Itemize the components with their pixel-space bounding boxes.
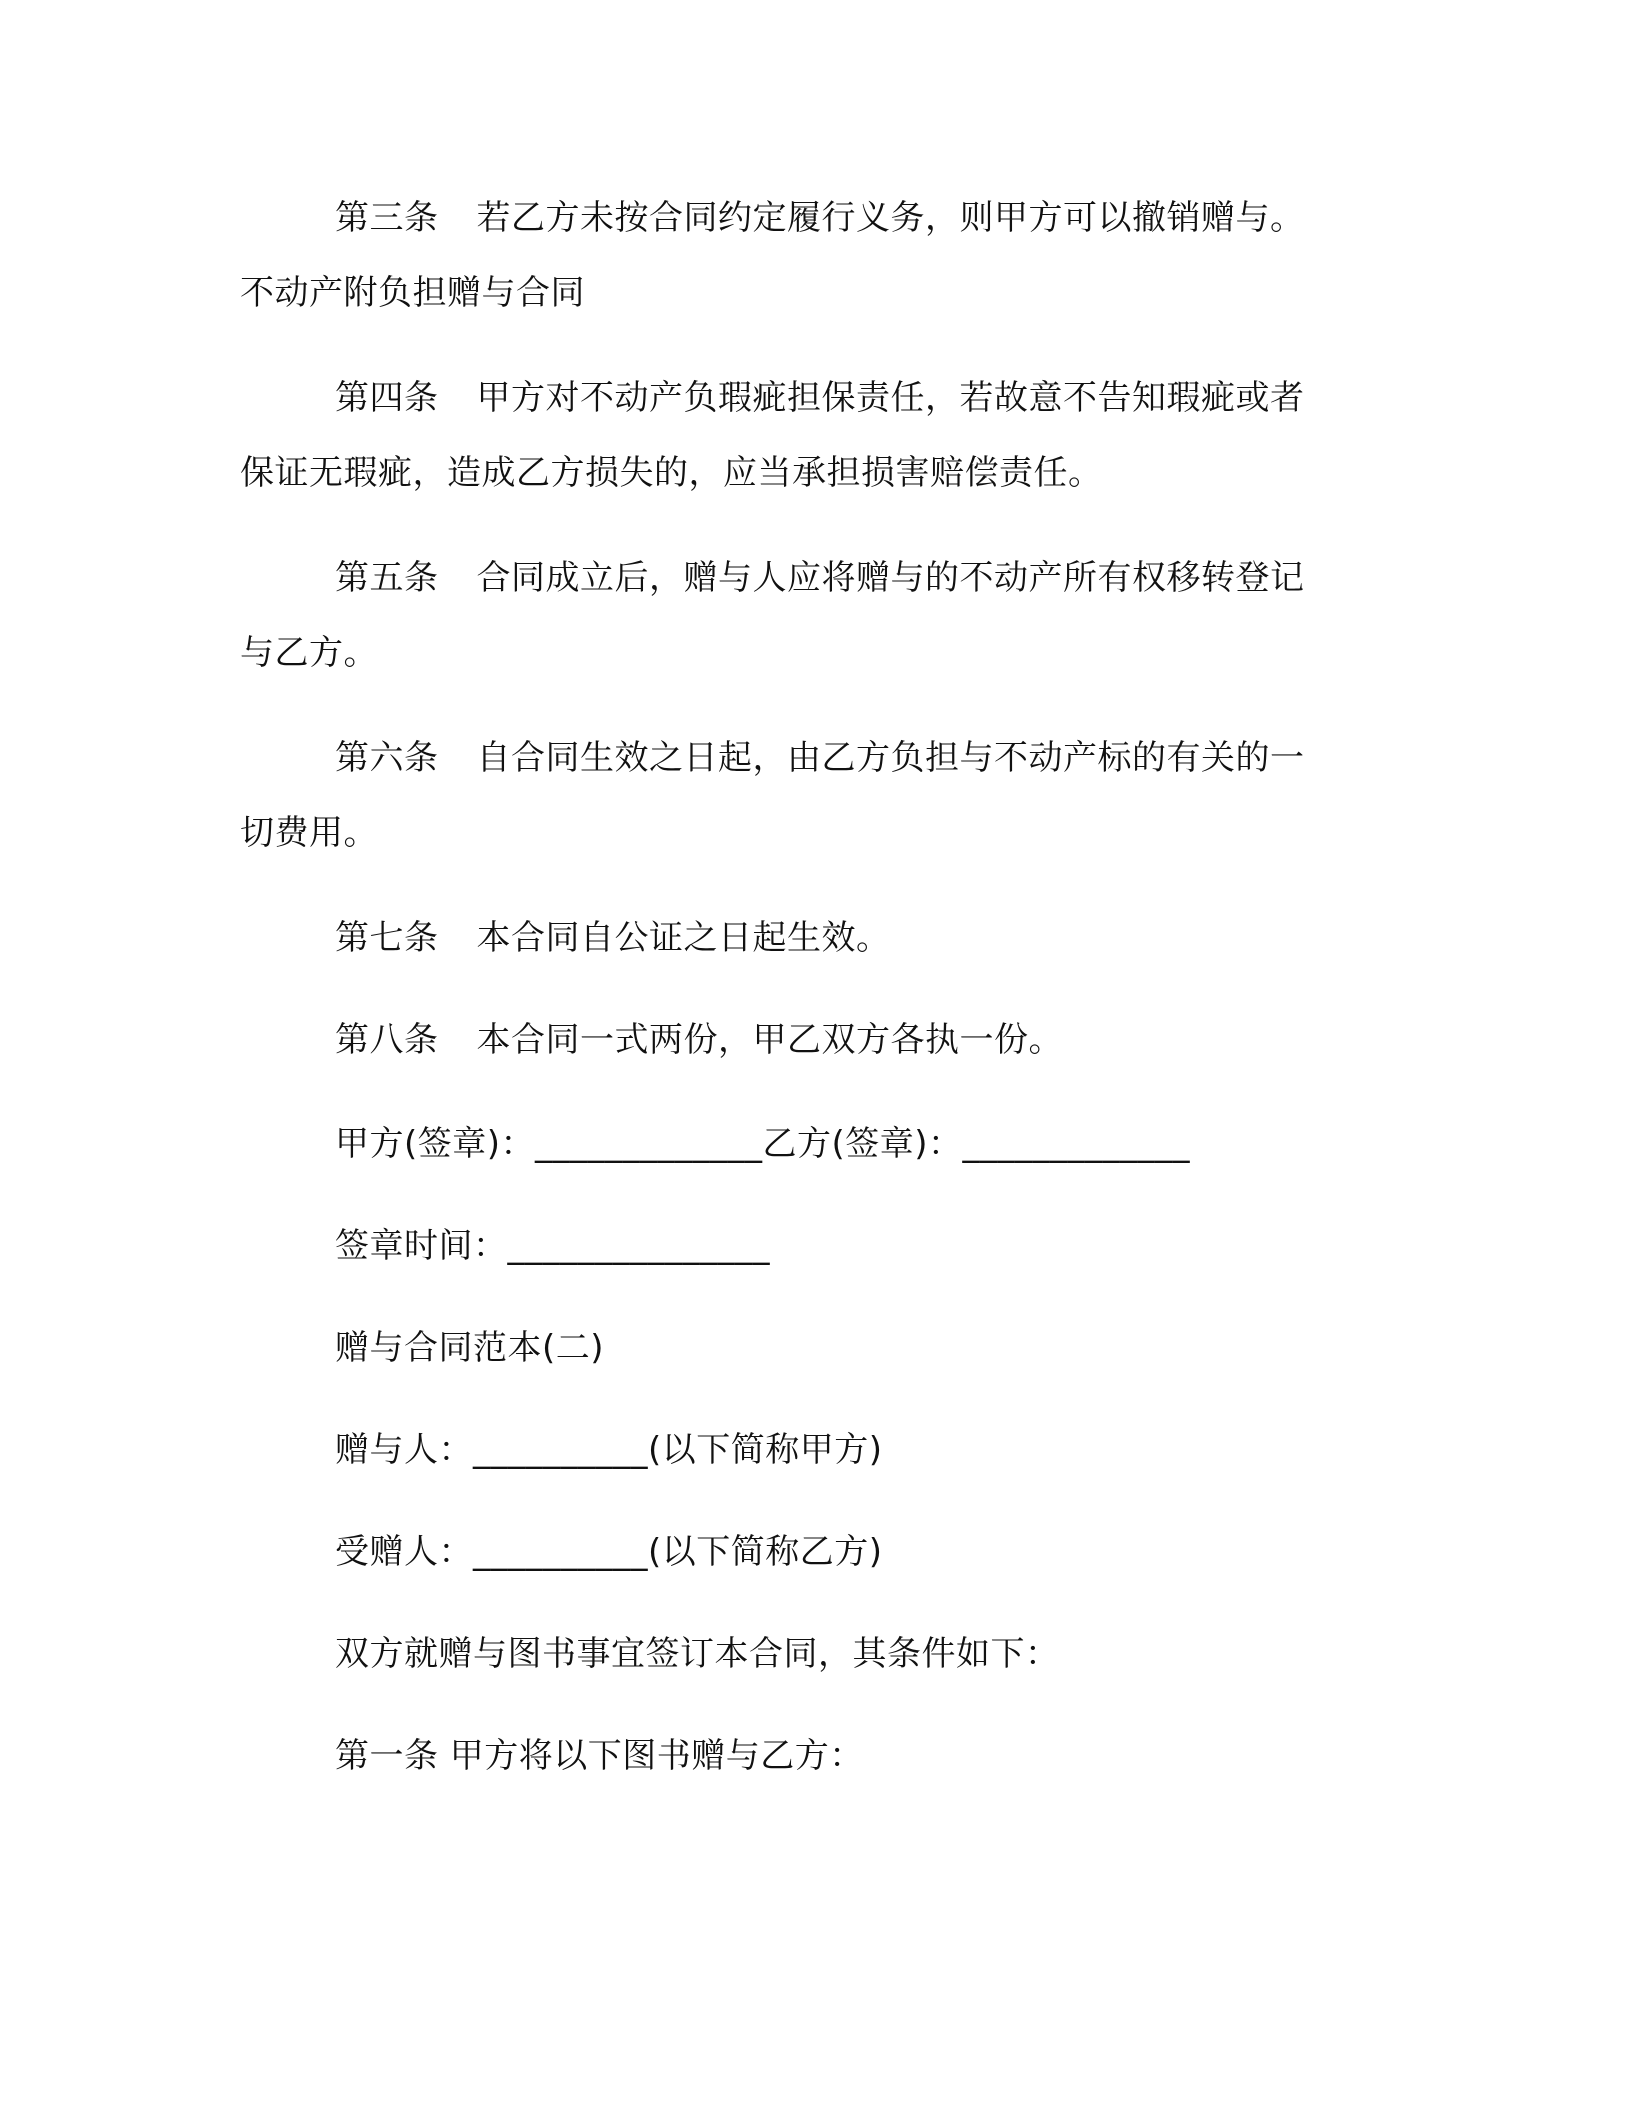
clause-1-line <box>335 1734 1485 1778</box>
clause-number: 第八条 <box>335 1020 439 1060</box>
clause-text: 与乙方。 <box>240 633 378 673</box>
clause-7-line <box>335 916 1485 960</box>
donor-field: 赠与人：__________(以下简称甲方) <box>335 1430 883 1470</box>
clause-number: 第七条 <box>335 918 439 958</box>
clause-number: 第六条 <box>335 738 439 778</box>
clause-text: 若乙方未按合同约定履行义务，则甲方可以撤销赠与。 <box>476 198 1305 238</box>
clause-text: 第一条 甲方将以下图书赠与乙方： <box>335 1736 864 1776</box>
clause-text: 本合同一式两份，甲乙双方各执一份。 <box>476 1020 1063 1060</box>
signature-line <box>335 1122 1485 1166</box>
section-heading: 不动产附负担赠与合同 <box>240 273 585 313</box>
template-title: 赠与合同范本(二) <box>335 1328 605 1368</box>
clause-3-line-1 <box>335 196 1485 240</box>
clause-number: 第三条 <box>335 198 439 238</box>
template-title-line <box>335 1326 1485 1370</box>
clause-4-line-1 <box>335 376 1485 420</box>
preamble-text: 双方就赠与图书事宜签订本合同，其条件如下： <box>335 1634 1060 1674</box>
clause-text: 保证无瑕疵，造成乙方损失的，应当承担损害赔偿责任。 <box>240 453 1103 493</box>
clause-number: 第五条 <box>335 558 439 598</box>
clause-text: 切费用。 <box>240 813 378 853</box>
clause-6-line-1 <box>335 736 1485 780</box>
signature-fields: 甲方(签章)：_____________乙方(签章)：_____________ <box>335 1124 1191 1164</box>
clause-6-line-2 <box>240 811 1390 855</box>
clause-8-line <box>335 1018 1485 1062</box>
clause-4-line-2 <box>240 451 1390 495</box>
clause-text: 本合同自公证之日起生效。 <box>476 918 891 958</box>
donor-line <box>335 1428 1485 1472</box>
donee-field: 受赠人：__________(以下简称乙方) <box>335 1532 883 1572</box>
donee-line <box>335 1530 1485 1574</box>
clause-text: 自合同生效之日起，由乙方负担与不动产标的有关的一 <box>476 738 1305 778</box>
preamble-line <box>335 1632 1485 1676</box>
clause-number: 第四条 <box>335 378 439 418</box>
section-heading-line <box>240 271 1390 315</box>
signing-date-field: 签章时间：_______________ <box>335 1226 770 1266</box>
signing-date-line <box>335 1224 1485 1268</box>
clause-5-line-1 <box>335 556 1485 600</box>
clause-text: 合同成立后，赠与人应将赠与的不动产所有权移转登记 <box>476 558 1305 598</box>
clause-5-line-2 <box>240 631 1390 675</box>
clause-text: 甲方对不动产负瑕疵担保责任，若故意不告知瑕疵或者 <box>476 378 1305 418</box>
